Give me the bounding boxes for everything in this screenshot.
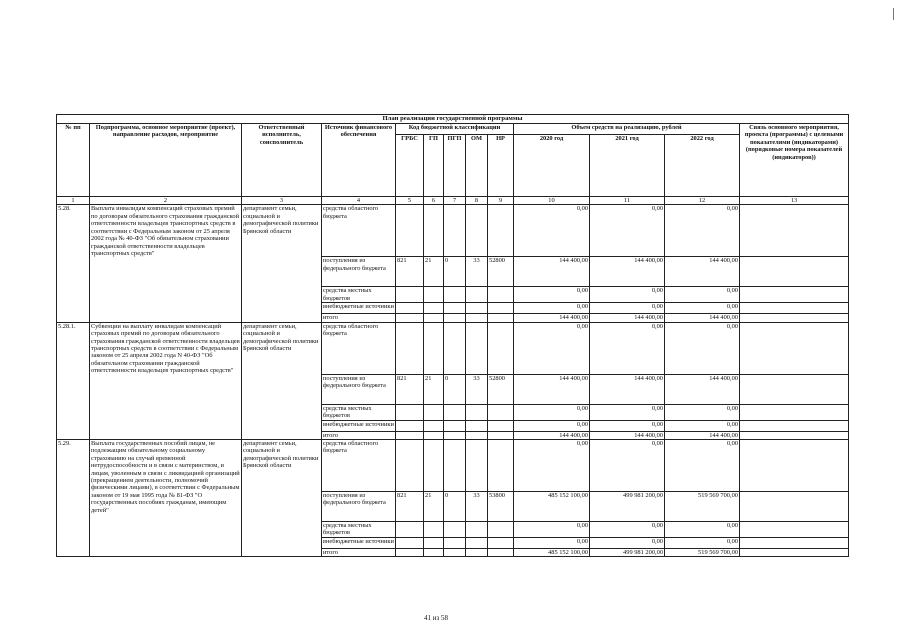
amount-2022: 0,00 — [665, 439, 740, 491]
indicator-link — [740, 439, 849, 491]
code-om — [466, 439, 488, 491]
code-gp — [424, 431, 444, 439]
amount-2021: 144 400,00 — [590, 257, 665, 287]
amount-2022: 0,00 — [665, 537, 740, 548]
code-np: 52800 — [488, 374, 514, 404]
code-grbs — [396, 521, 424, 537]
header-pgp: ПГП — [444, 135, 466, 197]
header-num: № пп — [57, 124, 90, 197]
amount-2020: 485 152 100,00 — [514, 491, 590, 521]
code-pgp — [444, 303, 466, 314]
code-om — [466, 420, 488, 431]
code-pgp — [444, 521, 466, 537]
table-row — [57, 205, 849, 257]
funding-source: итого — [322, 548, 396, 556]
code-pgp: 0 — [444, 491, 466, 521]
column-number: 10 — [514, 197, 590, 205]
amount-2022: 0,00 — [665, 303, 740, 314]
header-gp: ГП — [424, 135, 444, 197]
funding-source: поступления из федерального бюджета — [322, 491, 396, 521]
table-caption: План реализации государственной программы — [57, 115, 849, 124]
amount-2021: 0,00 — [590, 420, 665, 431]
program-plan-table — [56, 114, 849, 557]
funding-source: итого — [322, 431, 396, 439]
column-number: 5 — [396, 197, 424, 205]
code-gp: 21 — [424, 491, 444, 521]
code-np: 53800 — [488, 491, 514, 521]
program-description: Выплата инвалидам компенсаций страховых премий по договорам обязательного страхования гражданской ответственности владельцев транспортных средств в соответствии с Федеральным законом от 25 апреля 2002 года № 40-ФЗ "Об обязательном страховании гражданской ответственности владельцев транспортных средств" — [90, 205, 242, 322]
funding-source: поступления из федерального бюджета — [322, 257, 396, 287]
table-row — [57, 439, 849, 491]
code-np — [488, 431, 514, 439]
amount-2021: 0,00 — [590, 205, 665, 257]
column-number: 4 — [322, 197, 396, 205]
code-om: 33 — [466, 257, 488, 287]
header-2022: 2022 год — [665, 135, 740, 197]
code-gp — [424, 420, 444, 431]
code-pgp: 0 — [444, 257, 466, 287]
program-description: Выплата государственных пособий лицам, не подлежащим обязательному социальному страхованию на случай временной нетрудоспособности и в связи с материнством, и лицам, уволенным в связи с ликвидацией организаций (прекращением деятельности, полномочий физическими лицами), в соответствии с Федеральным законом от 19 мая 1995 года № 81-ФЗ "О государственных пособиях гражданам, имеющим детей" — [90, 439, 242, 556]
code-pgp — [444, 404, 466, 420]
amount-2020: 0,00 — [514, 205, 590, 257]
code-np — [488, 404, 514, 420]
funding-source: средства областного бюджета — [322, 205, 396, 257]
code-grbs: 821 — [396, 257, 424, 287]
amount-2021: 144 400,00 — [590, 431, 665, 439]
indicator-link — [740, 322, 849, 374]
header-2020: 2020 год — [514, 135, 590, 197]
header-grbs: ГРБС — [396, 135, 424, 197]
header-link: Связь основного мероприятия, проекта (программы) с целевыми показателями (индикаторами) (порядковые номера показателей (индикаторов)) — [740, 124, 849, 197]
code-gp — [424, 404, 444, 420]
amount-2022: 519 569 700,00 — [665, 548, 740, 556]
code-om — [466, 521, 488, 537]
funding-source: средства областного бюджета — [322, 439, 396, 491]
code-grbs — [396, 404, 424, 420]
code-np — [488, 439, 514, 491]
code-pgp — [444, 420, 466, 431]
amount-2021: 0,00 — [590, 287, 665, 303]
column-number: 8 — [466, 197, 488, 205]
code-gp: 21 — [424, 257, 444, 287]
code-gp — [424, 303, 444, 314]
funding-source: средства местных бюджетов — [322, 404, 396, 420]
code-grbs — [396, 548, 424, 556]
amount-2022: 144 400,00 — [665, 314, 740, 322]
code-pgp — [444, 322, 466, 374]
amount-2020: 0,00 — [514, 303, 590, 314]
amount-2022: 0,00 — [665, 420, 740, 431]
code-np — [488, 314, 514, 322]
code-pgp — [444, 548, 466, 556]
code-om — [466, 205, 488, 257]
code-gp — [424, 537, 444, 548]
code-pgp — [444, 431, 466, 439]
column-number: 7 — [444, 197, 466, 205]
code-grbs — [396, 537, 424, 548]
amount-2021: 144 400,00 — [590, 374, 665, 404]
amount-2022: 144 400,00 — [665, 431, 740, 439]
indicator-link — [740, 303, 849, 314]
amount-2020: 144 400,00 — [514, 431, 590, 439]
code-np — [488, 420, 514, 431]
code-np: 52800 — [488, 257, 514, 287]
code-grbs: 821 — [396, 374, 424, 404]
code-grbs: 821 — [396, 491, 424, 521]
indicator-link — [740, 537, 849, 548]
header-volume: Объем средств на реализацию, рублей — [514, 124, 740, 135]
header-budget-code: Код бюджетной классификации — [396, 124, 514, 135]
amount-2021: 144 400,00 — [590, 314, 665, 322]
column-number: 12 — [665, 197, 740, 205]
funding-source: внебюджетные источники — [322, 537, 396, 548]
column-number: 6 — [424, 197, 444, 205]
code-np — [488, 548, 514, 556]
code-pgp — [444, 205, 466, 257]
funding-source: итого — [322, 314, 396, 322]
code-np — [488, 205, 514, 257]
header-2021: 2021 год — [590, 135, 665, 197]
code-np — [488, 322, 514, 374]
code-gp — [424, 205, 444, 257]
code-grbs — [396, 322, 424, 374]
amount-2020: 0,00 — [514, 521, 590, 537]
header-executor: Ответственный исполнитель, соисполнитель — [242, 124, 322, 197]
code-grbs — [396, 287, 424, 303]
indicator-link — [740, 521, 849, 537]
indicator-link — [740, 314, 849, 322]
amount-2021: 0,00 — [590, 303, 665, 314]
amount-2022: 144 400,00 — [665, 257, 740, 287]
code-om: 33 — [466, 374, 488, 404]
column-number: 2 — [90, 197, 242, 205]
funding-source: поступления из федерального бюджета — [322, 374, 396, 404]
indicator-link — [740, 374, 849, 404]
responsible-executor: департамент семьи, социальной и демографической политики Брянской области — [242, 439, 322, 556]
column-number: 13 — [740, 197, 849, 205]
column-numbers-row — [57, 197, 849, 205]
header-om: ОМ — [466, 135, 488, 197]
row-number: 5.29. — [57, 439, 90, 556]
amount-2022: 0,00 — [665, 205, 740, 257]
amount-2020: 144 400,00 — [514, 257, 590, 287]
code-om — [466, 431, 488, 439]
amount-2021: 0,00 — [590, 322, 665, 374]
code-om — [466, 548, 488, 556]
code-grbs — [396, 431, 424, 439]
responsible-executor: департамент семьи, социальной и демографической политики Брянской области — [242, 205, 322, 322]
indicator-link — [740, 431, 849, 439]
code-gp — [424, 548, 444, 556]
funding-source: внебюджетные источники — [322, 420, 396, 431]
responsible-executor: департамент семьи, социальной и демографической политики Брянской области — [242, 322, 322, 439]
amount-2021: 0,00 — [590, 521, 665, 537]
funding-source: средства местных бюджетов — [322, 521, 396, 537]
code-pgp — [444, 287, 466, 303]
amount-2021: 0,00 — [590, 537, 665, 548]
code-grbs — [396, 303, 424, 314]
row-number: 5.28. — [57, 205, 90, 322]
page-number: 41 из 58 — [424, 614, 449, 622]
code-np — [488, 303, 514, 314]
amount-2022: 519 569 700,00 — [665, 491, 740, 521]
indicator-link — [740, 205, 849, 257]
row-number: 5.28.1. — [57, 322, 90, 439]
indicator-link — [740, 287, 849, 303]
code-pgp — [444, 439, 466, 491]
amount-2020: 0,00 — [514, 404, 590, 420]
column-number: 1 — [57, 197, 90, 205]
code-pgp — [444, 314, 466, 322]
scan-mark — [893, 8, 894, 20]
column-number: 9 — [488, 197, 514, 205]
header-program: Подпрограмма, основное мероприятие (проект), направление расходов, мероприятие — [90, 124, 242, 197]
amount-2022: 0,00 — [665, 521, 740, 537]
indicator-link — [740, 420, 849, 431]
code-om — [466, 322, 488, 374]
code-om — [466, 314, 488, 322]
code-gp — [424, 314, 444, 322]
column-number: 11 — [590, 197, 665, 205]
amount-2020: 485 152 100,00 — [514, 548, 590, 556]
amount-2020: 144 400,00 — [514, 374, 590, 404]
amount-2022: 0,00 — [665, 404, 740, 420]
amount-2020: 144 400,00 — [514, 314, 590, 322]
code-gp — [424, 322, 444, 374]
code-om — [466, 287, 488, 303]
funding-source: внебюджетные источники — [322, 303, 396, 314]
header-np: НР — [488, 135, 514, 197]
code-om: 33 — [466, 491, 488, 521]
code-np — [488, 287, 514, 303]
amount-2022: 0,00 — [665, 322, 740, 374]
code-gp — [424, 439, 444, 491]
indicator-link — [740, 257, 849, 287]
amount-2020: 0,00 — [514, 439, 590, 491]
code-om — [466, 303, 488, 314]
code-pgp — [444, 537, 466, 548]
column-number: 3 — [242, 197, 322, 205]
table-row — [57, 322, 849, 374]
code-np — [488, 521, 514, 537]
program-description: Субвенции на выплату инвалидам компенсаций страховых премий по договорам обязательного страхования гражданской ответственности владельцев транспортных средств в соответствии с Федеральным законом от 25 апреля 2002 года N 40-ФЗ "Об обязательном страховании гражданской ответственности владельцев транспортных средств" — [90, 322, 242, 439]
code-gp — [424, 521, 444, 537]
code-grbs — [396, 314, 424, 322]
code-pgp: 0 — [444, 374, 466, 404]
amount-2020: 0,00 — [514, 322, 590, 374]
amount-2021: 0,00 — [590, 439, 665, 491]
amount-2021: 499 981 200,00 — [590, 548, 665, 556]
code-gp: 21 — [424, 374, 444, 404]
amount-2020: 0,00 — [514, 420, 590, 431]
amount-2022: 0,00 — [665, 287, 740, 303]
amount-2021: 499 981 200,00 — [590, 491, 665, 521]
code-grbs — [396, 439, 424, 491]
code-om — [466, 537, 488, 548]
amount-2020: 0,00 — [514, 287, 590, 303]
indicator-link — [740, 491, 849, 521]
code-grbs — [396, 205, 424, 257]
header-source: Источник финансового обеспечения — [322, 124, 396, 197]
amount-2021: 0,00 — [590, 404, 665, 420]
code-gp — [424, 287, 444, 303]
code-om — [466, 404, 488, 420]
amount-2020: 0,00 — [514, 537, 590, 548]
code-grbs — [396, 420, 424, 431]
funding-source: средства областного бюджета — [322, 322, 396, 374]
amount-2022: 144 400,00 — [665, 374, 740, 404]
indicator-link — [740, 548, 849, 556]
indicator-link — [740, 404, 849, 420]
funding-source: средства местных бюджетов — [322, 287, 396, 303]
code-np — [488, 537, 514, 548]
